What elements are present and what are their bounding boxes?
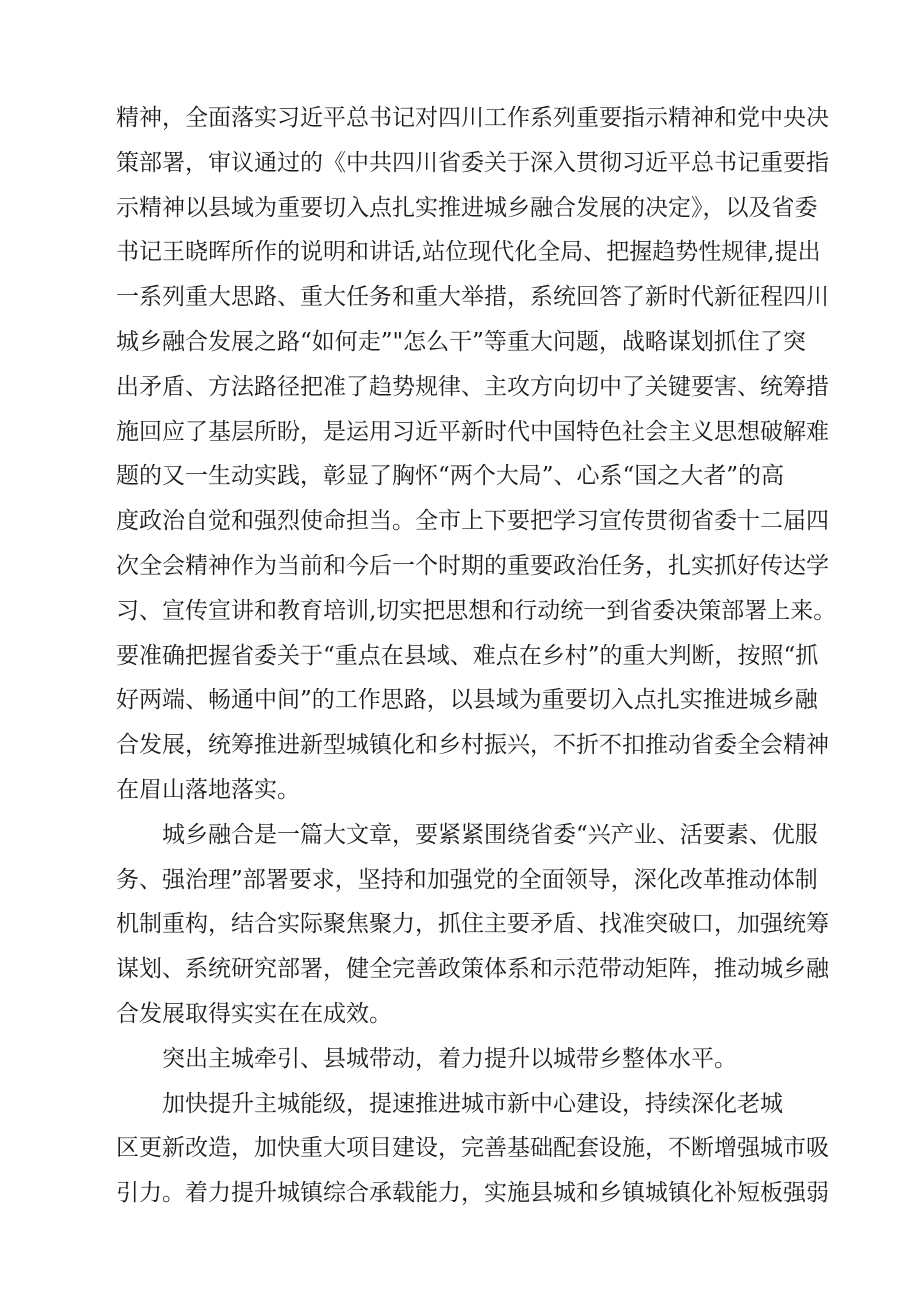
text-line: 策部署，审议通过的《中共四川省委关于深入贯彻习近平总书记重要指 — [116, 149, 829, 176]
text-line: 出矛盾、方法路径把准了趋势规律、主攻方向切中了关键要害、统筹措 — [116, 373, 829, 400]
text-line: 区更新改造，加快重大项目建设，完善基础配套设施，不断增强城市吸 — [116, 1135, 829, 1162]
text-line: 示精神以县域为重要切入点扎实推进城乡融合发展的决定》，以及省委 — [116, 194, 818, 221]
text-line: 题的又一生动实践，彰显了胸怀“两个大局”、心系“国之大者”的高 — [116, 463, 785, 490]
text-line: 谋划、系统研究部署，健全完善政策体系和示范带动矩阵，推动城乡融 — [116, 956, 829, 983]
text-line: 城乡融合是一篇大文章，要紧紧围绕省委“兴产业、活要素、优服 — [162, 821, 818, 848]
text-line: 一系列重大思路、重大任务和重大举措，系统回答了新时代新征程四川 — [116, 284, 829, 311]
text-line: 城乡融合发展之路“如何走”"怎么干”等重大问题，战略谋划抓住了突 — [116, 328, 806, 355]
paragraph-1 — [116, 96, 837, 813]
text-line: 度政治自觉和强烈使命担当。全市上下要把学习宣传贯彻省委十二届四 — [116, 508, 829, 535]
text-line: 习、宣传宣讲和教育培训,切实把思想和行动统一到省委决策部署上来。 — [116, 597, 837, 624]
text-line: 精神，全面落实习近平总书记对四川工作系列重要指示精神和党中央决 — [116, 105, 829, 131]
text-line: 加快提升主城能级，提速推进城市新中心建设，持续深化老城 — [162, 1090, 783, 1117]
text-line: 在眉山落地落实。 — [116, 776, 300, 803]
text-line: 书记王晓晖所作的说明和讲话,站位现代化全局、把握趋势性规律,提出 — [116, 239, 821, 266]
text-line: 引力。着力提升城镇综合承载能力，实施县城和乡镇城镇化补短板强弱 — [116, 1180, 829, 1207]
paragraph-2 — [116, 813, 830, 1037]
paragraph-4 — [116, 1082, 830, 1216]
text-line: 务、强治理”部署要求，坚持和加强党的全面领导，深化改革推动体制 — [116, 866, 818, 893]
text-line: 次全会精神作为当前和今后一个时期的重要政治任务，扎实抓好传达学 — [116, 552, 829, 579]
text-line: 施回应了基层所盼，是运用习近平新时代中国特色社会主义思想破解难 — [116, 418, 829, 445]
paragraph-3 — [116, 1037, 830, 1082]
text-line: 合发展，统筹推进新型城镇化和乡村振兴，不折不扣推动省委全会精神 — [116, 732, 829, 759]
body-text — [116, 96, 837, 1216]
text-line: 突出主城牵引、县城带动，着力提升以城带乡整体水平。 — [162, 1045, 737, 1072]
text-line: 合发展取得实实在在成效。 — [116, 1000, 392, 1027]
text-line: 要准确把握省委关于“重点在县域、难点在乡村”的重大判断，按照“抓 — [116, 642, 819, 669]
text-line: 好两端、畅通中间”的工作思路，以县域为重要切入点扎实推进城乡融 — [116, 687, 818, 714]
text-line: 机制重构，结合实际聚焦聚力，抓住主要矛盾、找准突破口，加强统筹 — [116, 911, 829, 938]
